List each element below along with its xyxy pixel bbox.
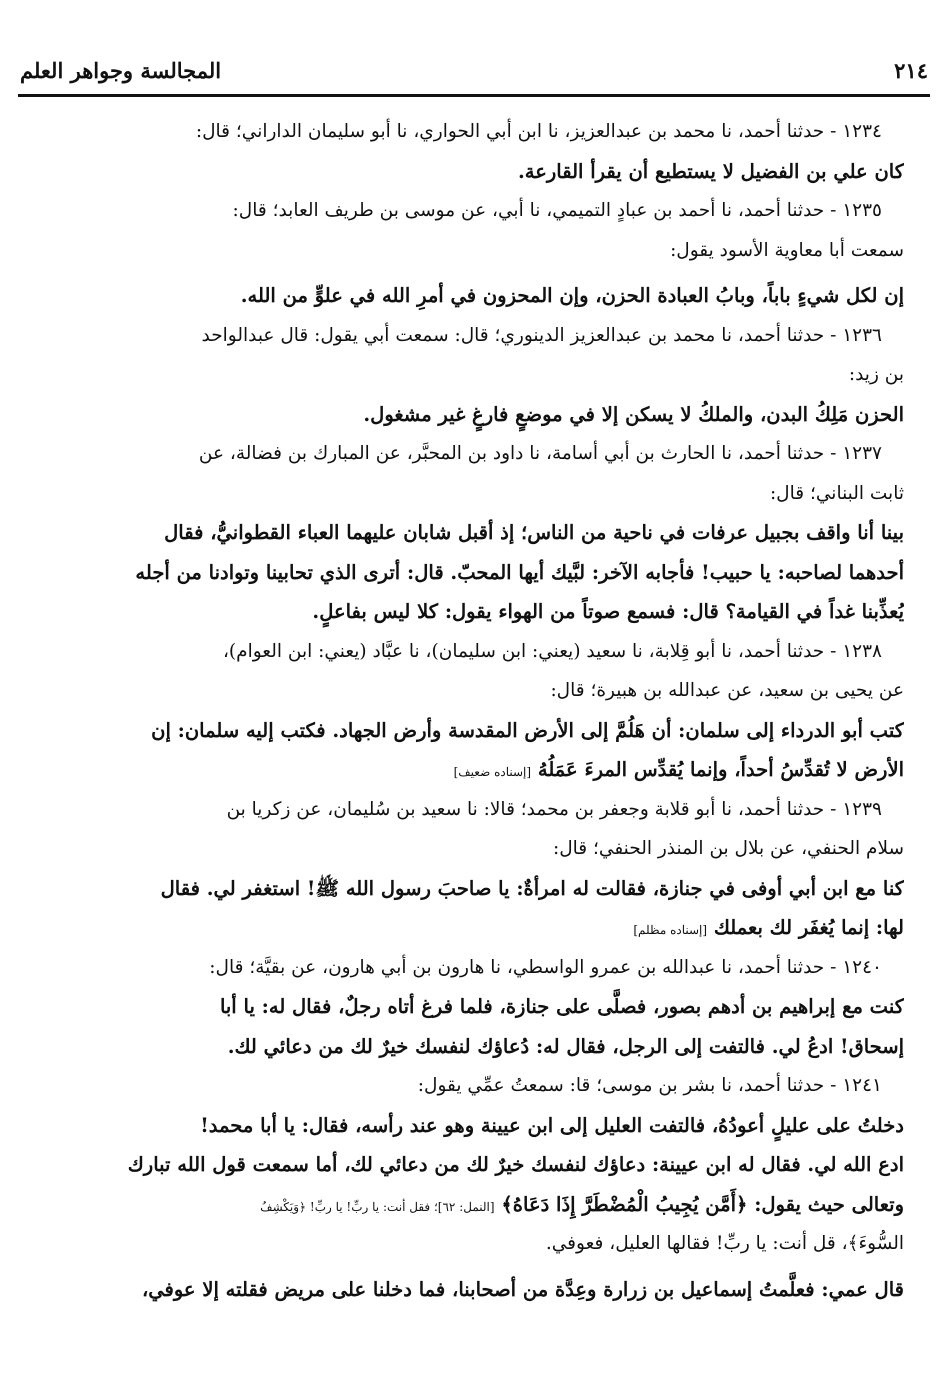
- text-line: ١٢٣٨ - حدثنا أحمد، نا أبو قِلابة، نا سعيد (يعني: ابن سليمان)، نا عبَّاد (يعني: ابن العوام)،: [222, 640, 882, 662]
- text-line: إن لكل شيءٍ باباً، وبابُ العبادة الحزن، وإن المحزون في أمرِ الله في علوٍّ من الله.: [240, 284, 904, 307]
- text-line: ثابت البناني؛ قال:: [769, 482, 904, 504]
- book-title: المجالسة وجواهر العلم: [20, 57, 222, 83]
- quran-reference: [النمل: ٦٢]؛ فقل أنت: يا ربِّ! يا ربِّ! ﴿وَيَكْشِفُ: [260, 1199, 495, 1214]
- text-line: ١٢٤١ - حدثنا أحمد، نا بشر بن موسى؛ قا: سمعتُ عمِّي يقول:: [417, 1075, 882, 1096]
- text-line: ١٢٣٦ - حدثنا أحمد، نا محمد بن عبدالعزيز الدينوري؛ قال: سمعت أبي يقول: قال عبدالواحد: [201, 324, 882, 346]
- text-line: ادع الله لي. فقال له ابن عيينة: دعاؤك لنفسك خيرٌ لك من دعائي لك، أما سمعت قول الله تبارك: [127, 1153, 904, 1176]
- text-line: عن يحيى بن سعيد، عن عبدالله بن هبيرة؛ قال:: [550, 680, 904, 701]
- text-line: ١٢٣٤ - حدثنا أحمد، نا محمد بن عبدالعزيز، نا ابن أبي الحواري، نا أبو سليمان الداراني؛ قال:: [195, 121, 882, 142]
- text-line: كان علي بن الفضيل لا يستطيع أن يقرأ القارعة.: [517, 159, 904, 183]
- text-line: [44, 908, 904, 948]
- text-segment: الأرض لا تُقدِّسُ أحداً، وإنما يُقدِّس المرءَ عَمَلُهُ: [537, 758, 904, 781]
- text-line: [44, 750, 904, 790]
- text-line: أحدهما لصاحبه: يا حبيب! فأجابه الآخر: لبَّيك أيها المحبّ. قال: أترى الذي تحابينا وتوادنا من أجله: [135, 560, 904, 584]
- text-line: يُعذِّبنا غداً في القيامة؟ قال: فسمع صوتاً من الهواء يقول: كلا ليس بفاعلٍ.: [312, 600, 904, 623]
- text-line: ١٢٣٧ - حدثنا أحمد، نا الحارث بن أبي أسامة، نا داود بن المحبَّر، عن المبارك بن فضالة، عن: [198, 443, 882, 464]
- chain-grade-note: [إسناده مظلم]: [633, 923, 708, 937]
- text-line: كنا مع ابن أبي أوفى في جنازة، فقالت له امرأةٌ: يا صاحبَ رسول الله ﷺ! استغفر لي. فقال: [160, 876, 904, 900]
- text-line: كنت مع إبراهيم بن أدهم بصور، فصلَّى على جنازة، فلما فرغ أتاه رجلٌ، فقال له: يا أبا: [219, 995, 904, 1018]
- text-line: ١٢٣٥ - حدثنا أحمد، نا أحمد بن عبادٍ التميمي، نا أبي، عن موسى بن طريف العابد؛ قال:: [232, 200, 882, 221]
- text-line: سلام الحنفي، عن بلال بن المنذر الحنفي؛ قال:: [552, 838, 904, 859]
- text-line: ١٢٣٩ - حدثنا أحمد، نا أبو قلابة وجعفر بن محمد؛ قالا: نا سعيد بن سُليمان، عن زكريا بن: [226, 798, 882, 820]
- header-rule: [18, 94, 930, 97]
- text-line: الحزن مَلِكُ البدن، والملكُ لا يسكن إلا في موضعٍ فارغٍ غير مشغول.: [363, 402, 904, 426]
- text-line: قال عمي: فعلَّمتُ إسماعيل بن زرارة وعِدَّة من أصحابنا، فما دخلنا على مريض فقلته إلا عوفي،: [141, 1277, 904, 1301]
- text-line: كتب أبو الدرداء إلى سلمان: أن هَلُمَّ إلى الأرض المقدسة وأرض الجهاد. فكتب إليه سلمان: إن: [151, 718, 904, 742]
- page-body: [44, 112, 904, 1309]
- text-segment: وتعالى حيث يقول: ﴿أَمَّن يُجِيبُ الْمُضْطَرَّ إِذَا دَعَاهُ﴾: [501, 1192, 904, 1216]
- text-line: إسحاق! ادعُ لي. فالتفت إلى الرجل، فقال له: دُعاؤك لنفسك خيرٌ لك من دعائي لك.: [227, 1034, 904, 1058]
- text-line: ١٢٤٠ - حدثنا أحمد، نا عبدالله بن عمرو الواسطي، نا هارون بن أبي هارون، عن بقيَّة؛ قال:: [209, 956, 882, 978]
- text-segment: لها: إنما يُغفَر لك بعملك: [713, 916, 904, 939]
- text-line: بينا أنا واقف بجبيل عرفات في ناحية من الناس؛ إذ أقبل شابان عليهما العباء القطوانيُّ، فقال: [164, 521, 904, 544]
- text-line: بن زيد:: [848, 364, 904, 385]
- chain-grade-note: [إسناده ضعيف]: [453, 765, 532, 779]
- text-line: سمعت أبا معاوية الأسود يقول:: [670, 239, 904, 261]
- text-line: السُّوءَ﴾، قل أنت: يا ربِّ! فقالها العليل، فعوفي.: [545, 1233, 904, 1254]
- text-line: [44, 1185, 904, 1225]
- page-number: ٢١٤: [894, 57, 928, 83]
- page-header: [20, 52, 928, 88]
- text-line: دخلتُ على عليلٍ أعودُهُ، فالتفت العليل إلى ابن عيينة وهو عند رأسه، فقال: يا أبا محمد!: [200, 1113, 904, 1137]
